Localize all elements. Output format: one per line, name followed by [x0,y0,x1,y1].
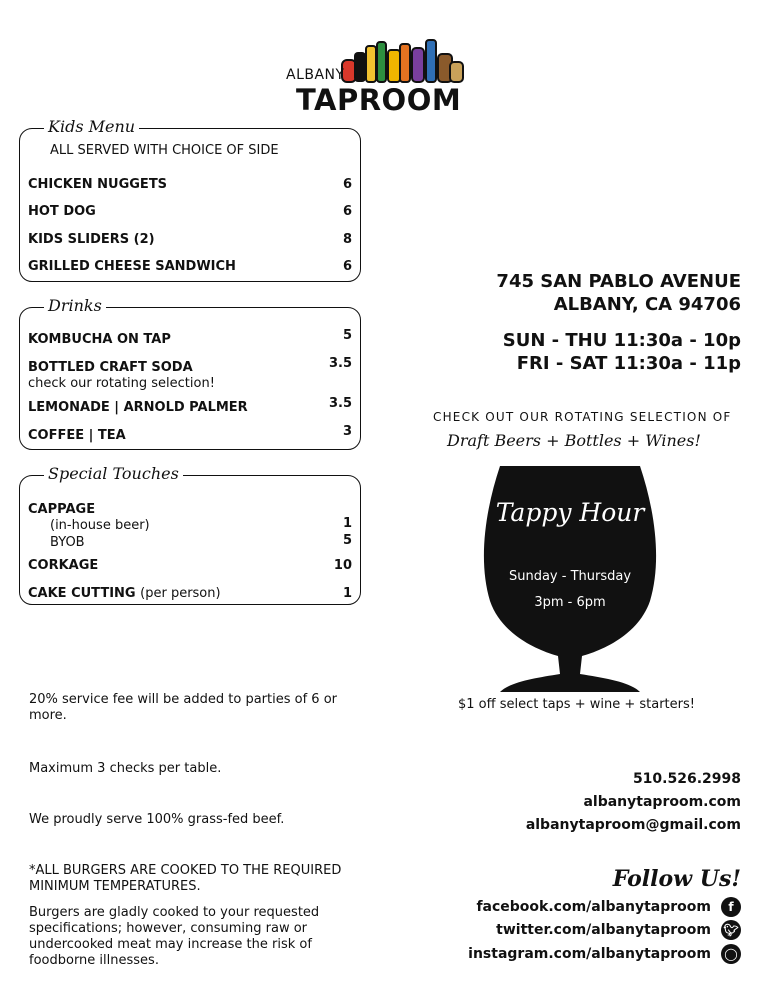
service-fee-note: 20% service fee will be added to parties of 6 or more. [29,692,337,723]
byob-label: BYOB [50,535,85,550]
address-line-1: 745 SAN PABLO AVENUE [496,271,741,292]
item-name: KOMBUCHA ON TAP [28,332,171,347]
kids-menu-title: Kids Menu [44,117,139,136]
item-name: CORKAGE [28,558,99,573]
item-name: HOT DOG [28,204,96,219]
item-name: BOTTLED CRAFT SODA [28,360,193,375]
twitter-row [496,920,741,940]
item-price: 6 [342,259,352,274]
item-name: COFFEE | TEA [28,428,126,443]
logo-big-text: TAPROOM [296,83,462,117]
selection-text: Draft Beers + Bottles + Wines! [447,431,701,450]
item-price: 6 [342,204,352,219]
hours-line-1: SUN - THU 11:30a - 10p [502,330,741,351]
item-name: GRILLED CHEESE SANDWICH [28,259,236,274]
item-price: 3.5 [328,396,352,411]
item-price: 8 [342,232,352,247]
special-touches-title: Special Touches [44,464,183,483]
tappy-hour-days: Sunday - Thursday [508,569,632,584]
menu-item [28,328,352,347]
instagram-link: instagram.com/albanytaproom [468,946,711,962]
cappage-label: CAPPAGE [28,502,96,517]
twitter-icon: 🐦︎ [721,920,741,940]
bottles-logo-icon [340,36,466,84]
item-price: 6 [342,177,352,192]
menu-item [28,558,352,573]
facebook-link: facebook.com/albanytaproom [476,899,711,915]
special-touches-box [19,464,361,605]
byob-price: 5 [342,533,352,548]
item-name: CAKE CUTTING [28,586,136,601]
checks-note: Maximum 3 checks per table. [29,761,222,776]
item-name: KIDS SLIDERS (2) [28,232,155,247]
instagram-icon: ◯ [721,944,741,964]
twitter-link: twitter.com/albanytaproom [496,922,711,938]
burgers-caps-note: *ALL BURGERS ARE COOKED TO THE REQUIRED MINIMUM TEMPERATURES. [29,863,342,894]
kids-menu-box [19,117,361,282]
drinks-title: Drinks [44,296,106,315]
kids-menu-subtitle: ALL SERVED WITH CHOICE OF SIDE [50,143,279,158]
email: albanytaproom@gmail.com [525,817,741,833]
menu-item [28,259,352,274]
tappy-hour-title: Tappy Hour [495,498,645,527]
item-price: 1 [342,586,352,601]
facebook-icon: f [721,897,741,917]
tappy-hour-deal: $1 off select taps + wine + starters! [458,697,695,712]
tappy-hour-glass [480,466,660,692]
beef-note: We proudly serve 100% grass-fed beef. [29,812,285,827]
inhouse-label: (in-house beer) [50,518,150,533]
item-price: 3 [342,424,352,439]
website: albanytaproom.com [583,794,741,810]
item-price: 5 [342,328,352,343]
burgers-warning-note: Burgers are gladly cooked to your requested specifications; however, consuming raw or undercooked meat may increase the risk of foodborne illnesses. [29,905,320,968]
tappy-hour-time: 3pm - 6pm [534,595,606,610]
instagram-row [468,944,741,964]
menu-item [28,356,352,391]
menu-item [28,396,352,415]
item-price: 3.5 [328,356,352,371]
drinks-box [19,296,361,450]
check-out-text: CHECK OUT OUR ROTATING SELECTION OF [433,410,732,424]
menu-item [28,424,352,443]
item-note: (per person) [140,586,221,601]
inhouse-price: 1 [342,516,352,531]
hours-line-2: FRI - SAT 11:30a - 11p [516,353,741,374]
item-price: 10 [333,558,352,573]
logo-small-text: ALBANY [286,67,345,83]
menu-item [28,177,352,192]
item-note: check our rotating selection! [28,376,215,391]
follow-us-title: Follow Us! [612,866,741,892]
logo [286,36,466,118]
item-name: CHICKEN NUGGETS [28,177,168,192]
menu-item [28,232,352,247]
menu-item [28,586,352,601]
menu-item [28,204,352,219]
phone-number: 510.526.2998 [632,771,741,787]
facebook-row [476,897,741,917]
address-line-2: ALBANY, CA 94706 [553,294,741,315]
item-name: LEMONADE | ARNOLD PALMER [28,400,248,415]
